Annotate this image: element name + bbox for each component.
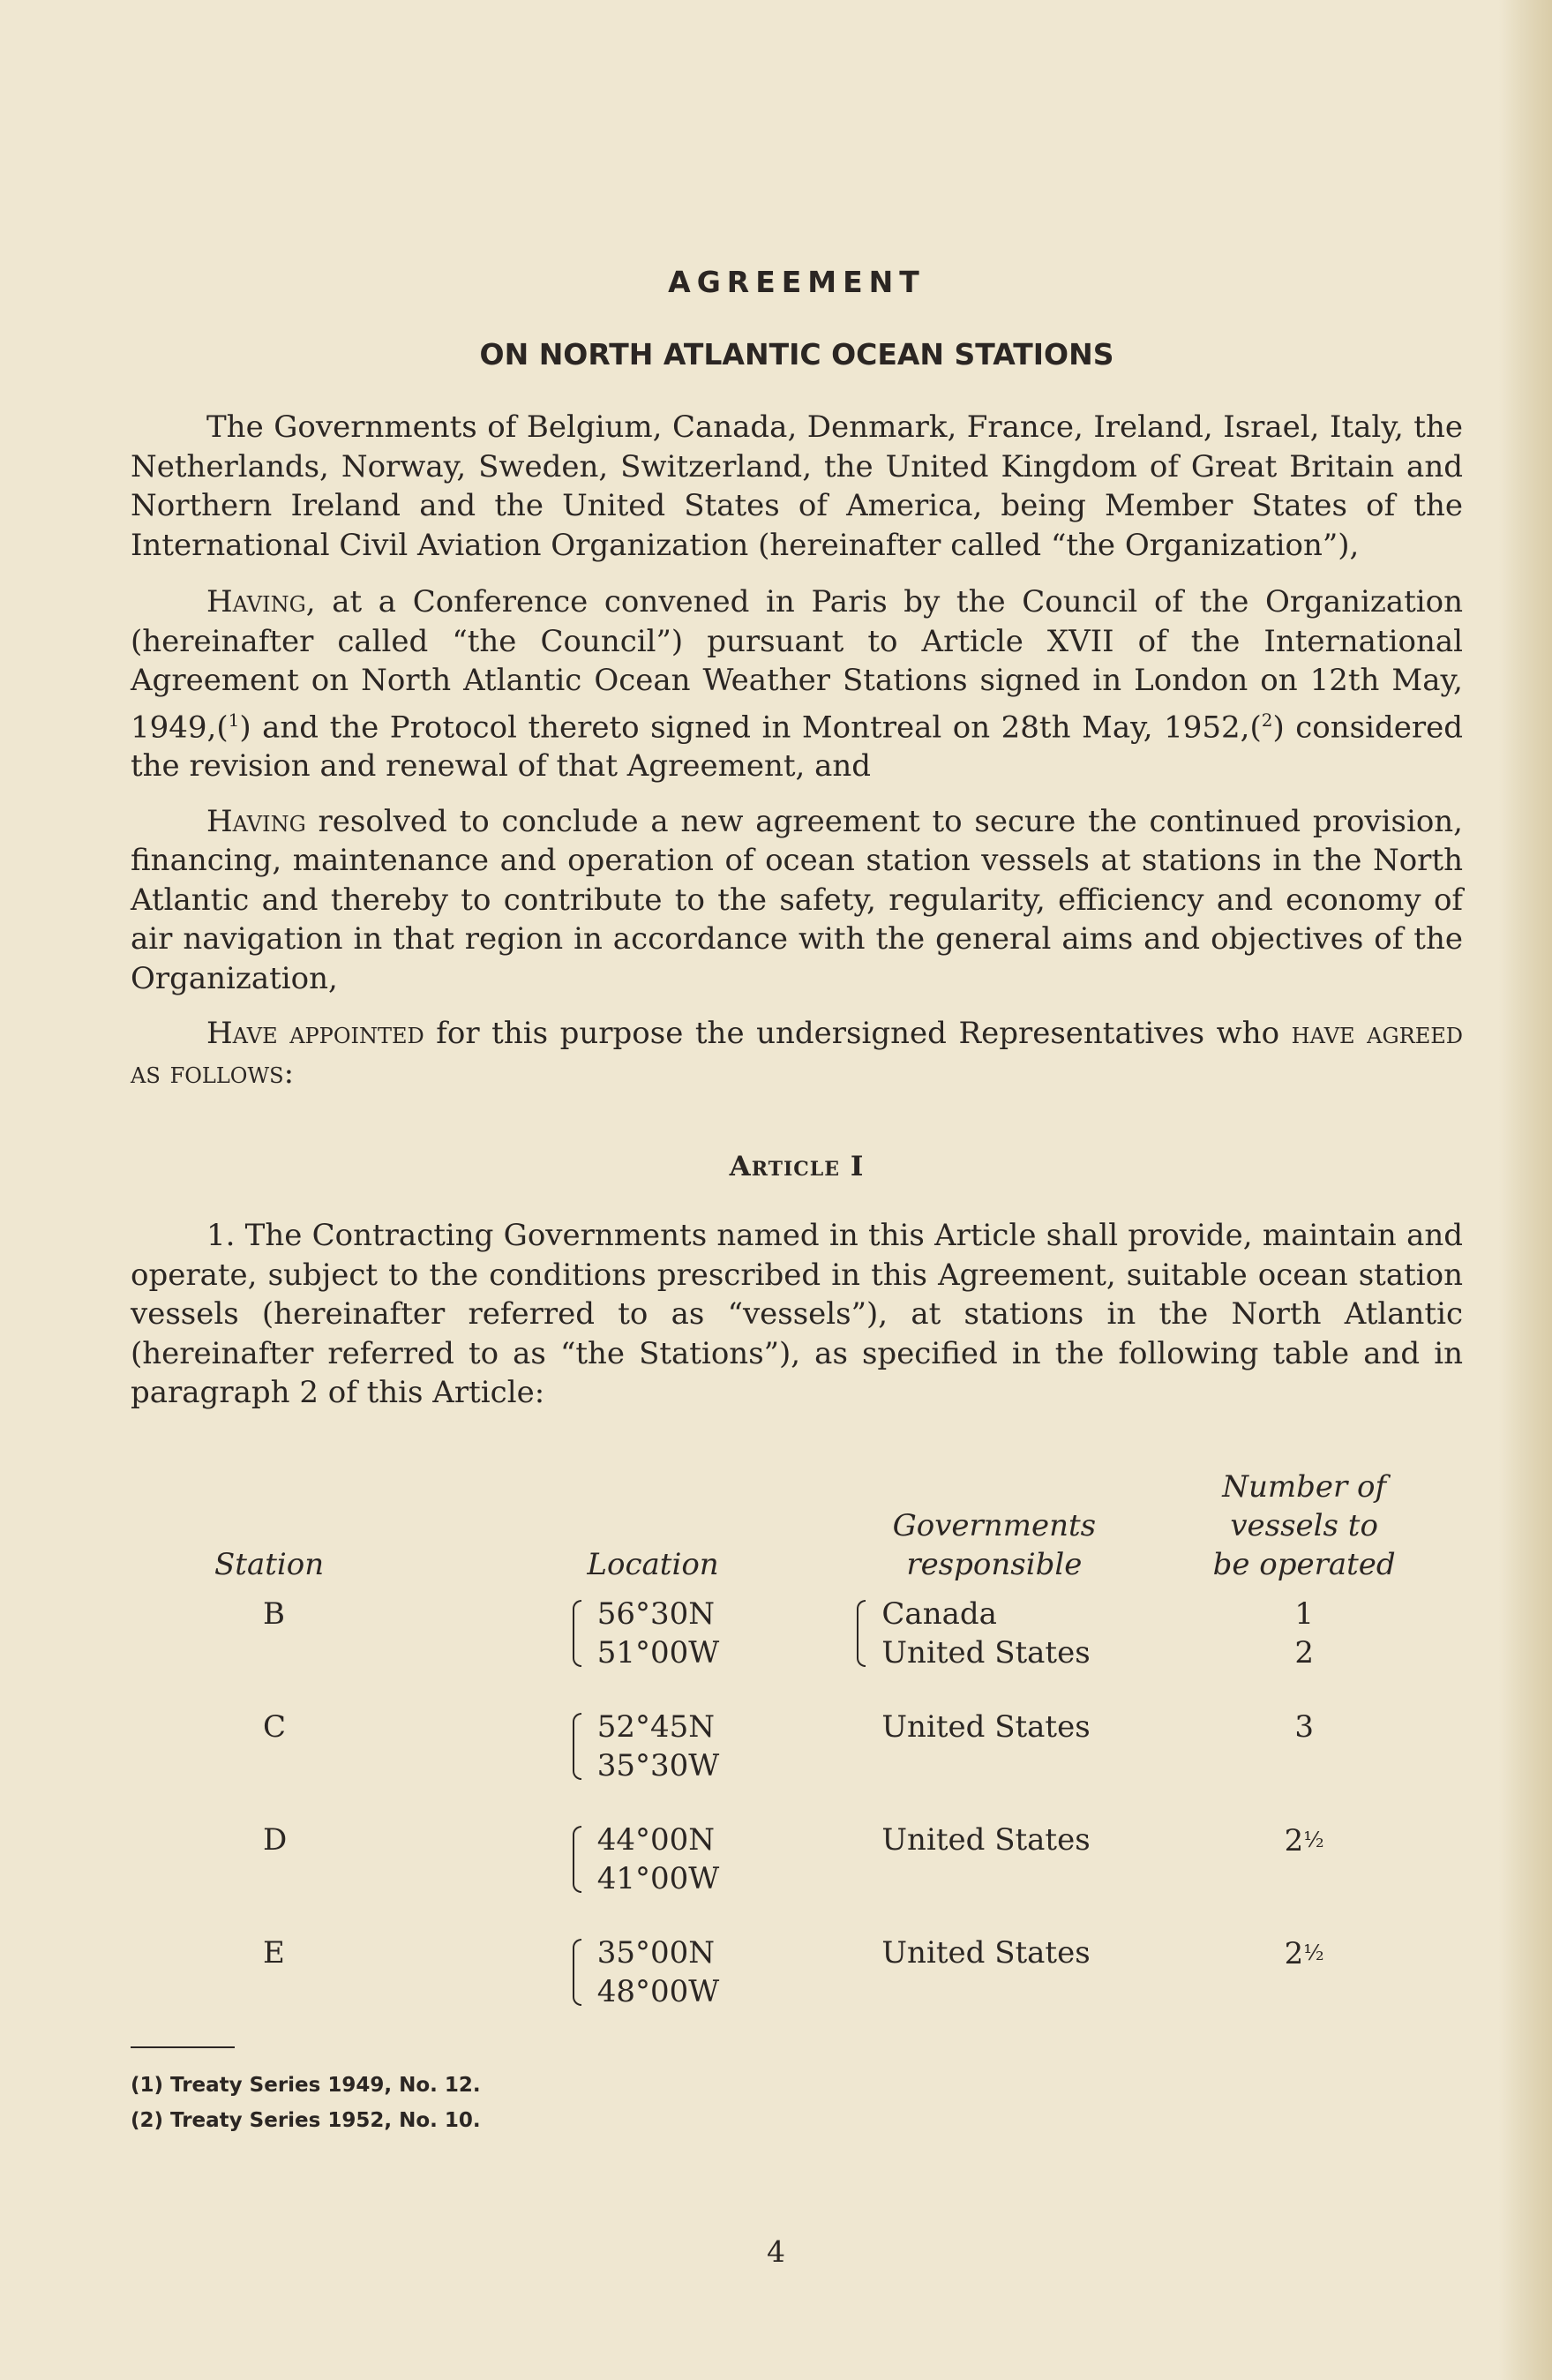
preamble-paragraph-3 xyxy=(131,802,1463,999)
governments-cell xyxy=(825,1708,1163,1821)
location-cell xyxy=(481,1821,826,1933)
vessels-whole: 2 xyxy=(1284,1822,1304,1858)
government-1: United States xyxy=(881,1708,1091,1745)
header-number xyxy=(1163,1468,1445,1595)
vessels-1: 1 xyxy=(1294,1595,1314,1632)
brace-icon xyxy=(567,1933,583,2011)
governments-cell xyxy=(825,1821,1163,1933)
vessels-fraction: ½ xyxy=(1303,1827,1324,1852)
governments-cell xyxy=(825,1933,1163,2046)
longitude: 41°00W xyxy=(596,1860,720,1896)
latitude: 56°30N xyxy=(596,1595,715,1632)
p2-text-b: ) and the Protocol thereto signed in Montreal on 28th May, 1952,( xyxy=(239,709,1262,745)
preamble-paragraph-4 xyxy=(131,1014,1463,1092)
longitude: 35°30W xyxy=(596,1747,720,1783)
header-number-line-1: Number of xyxy=(1222,1468,1387,1505)
preamble-paragraph-2 xyxy=(131,582,1463,786)
brace-icon xyxy=(567,1595,583,1672)
document-body xyxy=(131,265,1463,2138)
station-cell: E xyxy=(263,1934,285,1971)
p2-text-a: , at a Conference convened in Paris by the Council of the Organization (hereinafter called “the Council”) pursuant to Article XVII of the International Agreement on North Atlantic Ocean Weather Stations signed in London on 12th May, 1949,( xyxy=(131,584,1463,745)
header-governments-line-2: responsible xyxy=(906,1546,1083,1582)
vessels-fraction: ½ xyxy=(1303,1940,1324,1965)
footnote-ref-1: 1 xyxy=(228,709,240,731)
page-edge-shadow xyxy=(1499,0,1552,2380)
table-row xyxy=(131,1595,1445,1708)
location-cell xyxy=(481,1708,826,1821)
document-subtitle: ON NORTH ATLANTIC OCEAN STATIONS xyxy=(479,337,1114,372)
table-row xyxy=(131,1821,1445,1933)
vessels-whole: 2 xyxy=(1284,1935,1304,1971)
government-1: Canada xyxy=(881,1595,997,1632)
vessels-cell xyxy=(1163,1595,1445,1708)
footnote-mark: (1) xyxy=(131,2073,164,2097)
p3-text: resolved to conclude a new agreement to secure the continued provision, financing, maintenance and operation of ocean station vessels at stations in the North Atlantic and thereby to contribute to the safety, regularity, efficiency and economy of air navigation in that region in accordance with the general aims and objectives of the Organization, xyxy=(131,803,1463,996)
table-header-row xyxy=(131,1468,1445,1595)
brace-icon xyxy=(851,1595,867,1672)
footnote-mark: (2) xyxy=(131,2108,164,2132)
page-number: 4 xyxy=(767,2234,785,2269)
location-cell xyxy=(481,1933,826,2046)
vessels-cell xyxy=(1163,1933,1445,2046)
station-cell: B xyxy=(263,1595,285,1632)
station-cell: D xyxy=(263,1821,288,1858)
latitude: 44°00N xyxy=(596,1821,715,1858)
header-number-line-3: be operated xyxy=(1212,1546,1396,1582)
latitude: 52°45N xyxy=(596,1708,715,1745)
header-location: Location xyxy=(587,1546,719,1582)
stations-table xyxy=(131,1468,1445,2046)
location-cell xyxy=(481,1595,826,1708)
header-station: Station xyxy=(214,1546,325,1582)
footnote-divider xyxy=(131,2046,235,2048)
longitude: 51°00W xyxy=(596,1634,720,1671)
header-number-line-2: vessels to xyxy=(1230,1507,1378,1543)
brace-icon xyxy=(567,1708,583,1785)
having-lead: Having xyxy=(206,584,306,619)
article-heading: Article I xyxy=(729,1151,865,1183)
header-governments-line-1: Governments xyxy=(892,1507,1097,1543)
footnote-2 xyxy=(131,2103,1463,2138)
footnote-1 xyxy=(131,2068,1463,2103)
footnote-ref-2: 2 xyxy=(1261,709,1273,731)
footnote-text: Treaty Series 1949, No. 12. xyxy=(170,2073,481,2097)
vessels-cell: 3 xyxy=(1294,1708,1314,1745)
footnote-text: Treaty Series 1952, No. 10. xyxy=(170,2108,481,2132)
p4-text: for this purpose the undersigned Representatives who xyxy=(424,1016,1292,1052)
have-agreed-tail: have agreed as follows: xyxy=(131,1016,1463,1091)
have-appointed-lead: Have appointed xyxy=(206,1016,424,1052)
vessels-cell xyxy=(1163,1821,1445,1933)
government-1: United States xyxy=(881,1821,1091,1858)
header-governments xyxy=(825,1468,1163,1595)
vessels-2: 2 xyxy=(1294,1634,1314,1671)
article-paragraph-1: 1. The Contracting Governments named in this Article shall provide, maintain and operate, subject to the conditions prescribed in this Agreement, suitable ocean station vessels (hereinafter referred to as “vessels”), at stations in the North Atlantic (hereinafter referred to as “the Stations”), as specified in the following table and in paragraph 2 of this Article: xyxy=(131,1218,1463,1411)
table-row xyxy=(131,1933,1445,2046)
table-row xyxy=(131,1708,1445,1821)
longitude: 48°00W xyxy=(596,1973,720,2009)
government-2: United States xyxy=(881,1634,1091,1671)
station-cell: C xyxy=(263,1708,287,1745)
government-1: United States xyxy=(881,1934,1091,1971)
preamble-paragraph-1: The Governments of Belgium, Canada, Denmark, France, Ireland, Israel, Italy, the Netherlands, Norway, Sweden, Switzerland, the United Kingdom of Great Britain and Northern Ireland and the United States of America, being Member States of the International Civil Aviation Organization (hereinafter called “the Organization”), xyxy=(131,409,1463,563)
footnotes xyxy=(131,2068,1463,2138)
having-lead-2: Having xyxy=(206,803,306,839)
p2-text-c: ) considered the revision and renewal of that Agreement, and xyxy=(131,709,1464,785)
brace-icon xyxy=(567,1821,583,1898)
latitude: 35°00N xyxy=(596,1934,715,1971)
document-title: AGREEMENT xyxy=(668,265,926,299)
governments-cell xyxy=(825,1595,1163,1708)
